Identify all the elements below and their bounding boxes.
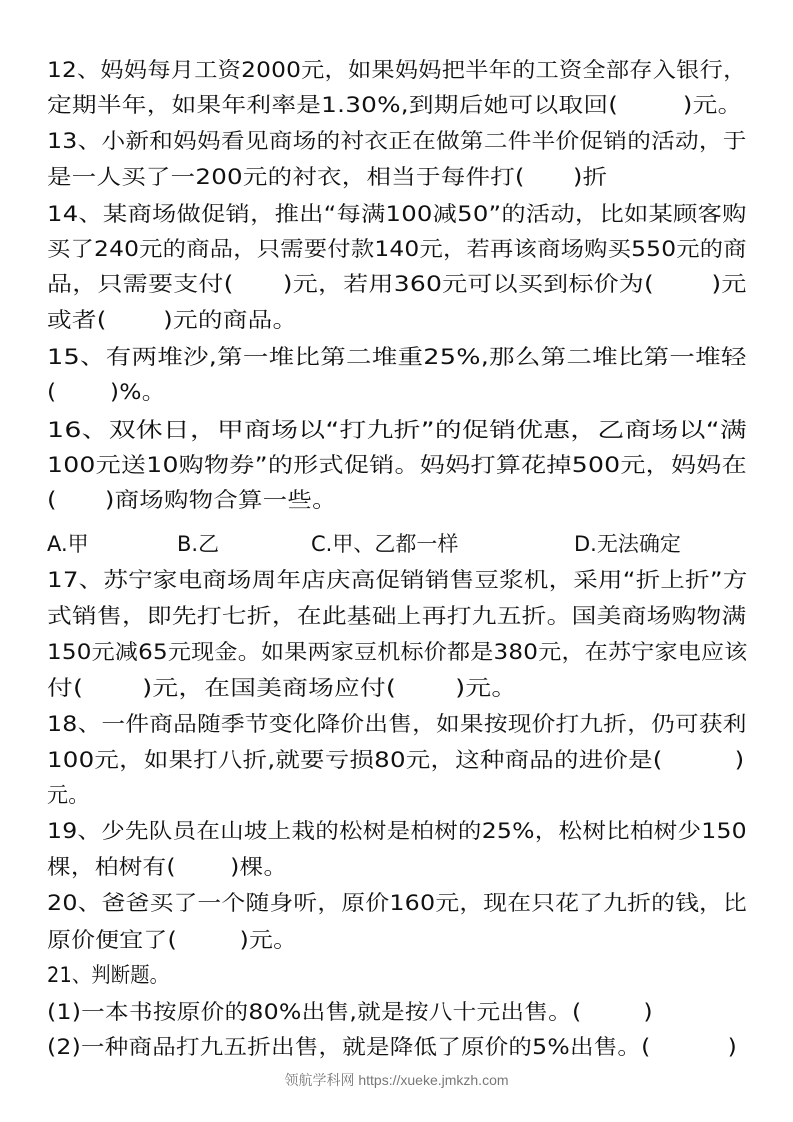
text-line: 买了240元的商品，只需要付款140元，若再该商场购买550元的商 xyxy=(47,237,747,261)
text-line: 元。 xyxy=(47,783,90,807)
text-line: 12、妈妈每月工资2000元，如果妈妈把半年的工资全部存入银行， xyxy=(47,58,747,82)
text-line: 100元，如果打八折,就要亏损80元，这种商品的进价是( ) xyxy=(47,748,745,772)
text-line: ( )%。 xyxy=(47,380,166,404)
text-line: 付( )元，在国美商场应付( )元。 xyxy=(47,676,518,700)
text-line: 150元减65元现金。如果两家豆机标价都是380元，在苏宁家电应该 xyxy=(47,640,748,664)
text-line: 20、爸爸买了一个随身听，原价160元，现在只花了九折的钱，比 xyxy=(47,891,748,915)
text-line: 18、一件商品随季节变化降价出售，如果按现价打九折，仍可获利 xyxy=(47,712,747,736)
text-line: 或者( )元的商品。 xyxy=(47,308,298,332)
text-line: 式销售，即先打七折，在此基础上再打九五折。国美商场购物满 xyxy=(47,604,747,628)
option-b: B.乙 xyxy=(177,532,220,556)
text-line: 17、苏宁家电商场周年店庆高促销销售豆浆机，采用“折上折”方 xyxy=(47,568,748,592)
text-line: 14、某商场做促销，推出“每满100减50”的活动，比如某顾客购 xyxy=(47,202,747,226)
text-line: 21、判断题。 xyxy=(47,963,170,987)
text-line: ( )商场购物合算一些。 xyxy=(47,488,337,512)
text-line: (1)一本书按原价的80%出售,就是按八十元出售。( ) xyxy=(47,1000,653,1024)
question-16-options xyxy=(47,531,747,557)
text-line: 品，只需要支付( )元，若用360元可以买到标价为( )元 xyxy=(47,272,747,296)
option-d: D.无法确定 xyxy=(574,532,681,556)
text-line: 棵，柏树有( )棵。 xyxy=(47,855,288,879)
text-line: 16、双休日，甲商场以“打九折”的促销优惠，乙商场以“满 xyxy=(47,418,747,442)
option-c: C.甲、乙都一样 xyxy=(311,532,459,556)
text-line: 定期半年，如果年利率是1.30%,到期后她可以取回( )元。 xyxy=(47,93,743,117)
text-line: 19、少先队员在山坡上栽的松树是柏树的25%，松树比柏树少150 xyxy=(47,819,747,843)
text-line: 100元送10购物券”的形式促销。妈妈打算花掉500元，妈妈在 xyxy=(47,453,747,477)
text-line: (2)一种商品打九五折出售，就是降低了原价的5%出售。( ) xyxy=(47,1035,737,1059)
footer-watermark: 领航学科网 https://xueke.jmkzh.com xyxy=(284,1072,509,1088)
text-line: 15、有两堆沙,第一堆比第二堆重25%,那么第二堆比第一堆轻 xyxy=(47,345,747,369)
text-line: 13、小新和妈妈看见商场的衬衣正在做第二件半价促销的活动，于 xyxy=(47,129,747,153)
option-a: A.甲 xyxy=(47,532,89,556)
text-line: 是一人买了一200元的衬衣，相当于每件打( )折 xyxy=(47,165,608,189)
text-line: 原价便宜了( )元。 xyxy=(47,928,298,952)
